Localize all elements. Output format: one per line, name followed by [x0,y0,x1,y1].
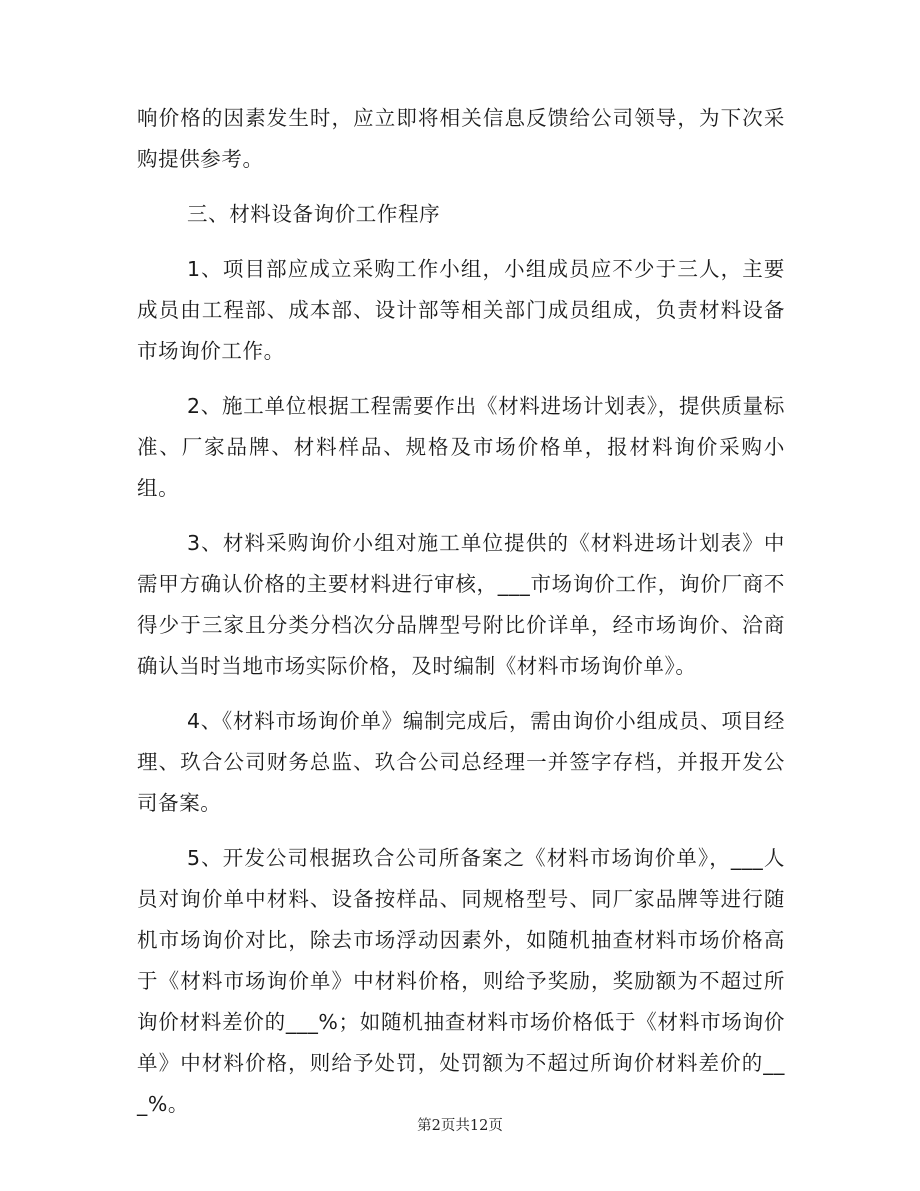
paragraph-item-5: 5、开发公司根据玖合公司所备案之《材料市场询价单》，___人员对询价单中材料、设备按样品、同规格型号、同厂家品牌等进行随机市场询价对比，除去市场浮动因素外，如随机抽查材料市场价格高于《材料市场询价单》中材料价格，则给予奖励，奖励额为不超过所询价材料差价的___%；如随机抽查材料市场价格低于《材料市场询价单》中材料价格，则给予处罚，处罚额为不超过所询价材料差价的___%。 [137,846,785,1116]
document-body [137,98,785,1139]
paragraph-item-4: 4、《材料市场询价单》编制完成后，需由询价小组成员、项目经理、玖合公司财务总监、玖合公司总经理一并签字存档，并报开发公司备案。 [137,709,785,815]
paragraph-continuation: 响价格的因素发生时，应立即将相关信息反馈给公司领导，为下次采购提供参考。 [137,106,785,171]
paragraph-item-2: 2、施工单位根据工程需要作出《材料进场计划表》，提供质量标准、厂家品牌、材料样品、规格及市场价格单，报材料询价采购小组。 [137,394,785,500]
paragraph-item-3: 3、材料采购询价小组对施工单位提供的《材料进场计划表》中需甲方确认价格的主要材料进行审核，___市场询价工作，询价厂商不得少于三家且分类分档次分品牌型号附比价详单，经市场询价、洽商确认当时当地市场实际价格，及时编制《材料市场询价单》。 [137,531,785,678]
section-heading: 三、材料设备询价工作程序 [187,202,441,226]
paragraph-item-1: 1、项目部应成立采购工作小组，小组成员应不少于三人，主要成员由工程部、成本部、设计部等相关部门成员组成，负责材料设备市场询价工作。 [137,257,785,363]
page-number-footer: 第2页共12页 [417,1118,503,1134]
